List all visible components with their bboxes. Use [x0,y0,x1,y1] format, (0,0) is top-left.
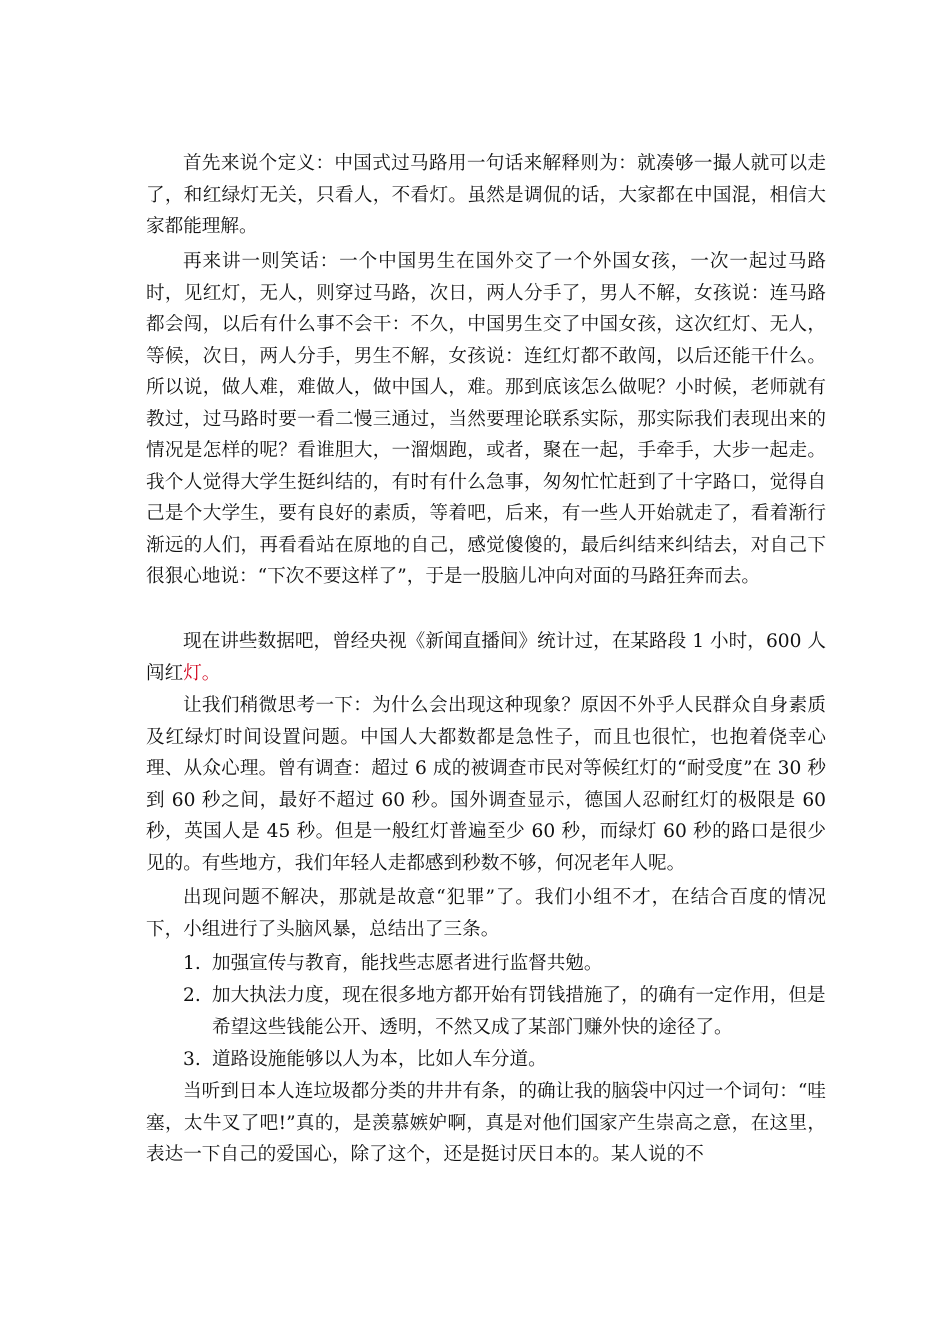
paragraph-joke: 再来讲一则笑话：一个中国男生在国外交了一个外国女孩，一次一起过马路时，见红灯，无人，则穿过马路，次日，两人分手了，男人不解，女孩说：连马路都会闯，以后有什么事不会干：不久，中国男生交了中国女孩，这次红灯、无人，等候，次日，两人分手，男生不解，女孩说：连红灯都不敢闯，以后还能干什么。所以说，做人难，难做人，做中国人，难。那到底该怎么做呢？小时候，老师就有教过，过马路时要一看二慢三通过，当然要理论联系实际，那实际我们表现出来的情况是怎样的呢？看谁胆大，一溜烟跑，或者，聚在一起，手牵手，大步一起走。我个人觉得大学生挺纠结的，有时有什么急事，匆匆忙忙赶到了十字路口，觉得自己是个大学生，要有良好的素质，等着吧，后来，有一些人开始就走了，看着渐行渐远的人们，再看看站在原地的自己，感觉傻傻的，最后纠结来纠结去，对自己下很狠心地说：“下次不要这样了”，于是一股脑儿冲向对面的马路狂奔而去。 [146,251,826,587]
list-item [146,980,826,1043]
list-number: 2. [183,985,201,1006]
list-text: 加强宣传与教育，能找些志愿者进行监督共勉。 [212,953,603,974]
list-number: 1. [183,953,201,974]
list-item [146,1044,826,1076]
paragraph-japan: 当听到日本人连垃圾都分类的井井有条，的确让我的脑袋中闪过一个词句：“哇塞，太牛叉了吧!”真的，是羡慕嫉妒啊，真是对他们国家产生崇高之意，在这里，表达一下自己的爱国心，除了这个，还是挺讨厌日本的。某人说的不 [146,1081,826,1165]
paragraph-problem: 出现问题不解决，那就是故意“犯罪”了。我们小组不才，在结合百度的情况下，小组进行了头脑风暴，总结出了三条。 [146,887,826,940]
list-text: 道路设施能够以人为本，比如人车分道。 [212,1049,547,1070]
list-text: 加大执法力度，现在很多地方都开始有罚钱措施了，的确有一定作用，但是希望这些钱能公开、透明，不然又成了某部门赚外快的途径了。 [212,985,826,1038]
statistics-text: 现在讲些数据吧，曾经央视《新闻直播间》统计过，在某路段 1 小时，600 人闯红 [146,631,826,684]
list-number: 3. [183,1049,201,1070]
paragraph-definition: 首先来说个定义：中国式过马路用一句话来解释则为：就凑够一撮人就可以走了，和红绿灯无关，只看人，不看灯。虽然是调侃的话，大家都在中国混，相信大家都能理解。 [146,153,826,237]
list-item [146,948,826,980]
paragraph-statistics [146,626,826,689]
paragraph-analysis: 让我们稍微思考一下：为什么会出现这种现象？原因不外乎人民群众自身素质及红绿灯时间设置问题。中国人大都数都是急性子，而且也很忙，也抱着侥幸心理、从众心理。曾有调查：超过 6 成的被调查市民对等候红灯的“耐受度”在 30 秒到 60 秒之间，最好不超过 60 秒。国外调查显示，德国人忍耐红灯的极限是 60 秒，英国人是 45 秒。但是一般红灯普遍至少 60 秒，而绿灯 60 秒的路口是很少见的。有些地方，我们年轻人走都感到秒数不够，何况老年人呢。 [146,695,826,874]
highlight-text: 灯。 [183,662,221,684]
